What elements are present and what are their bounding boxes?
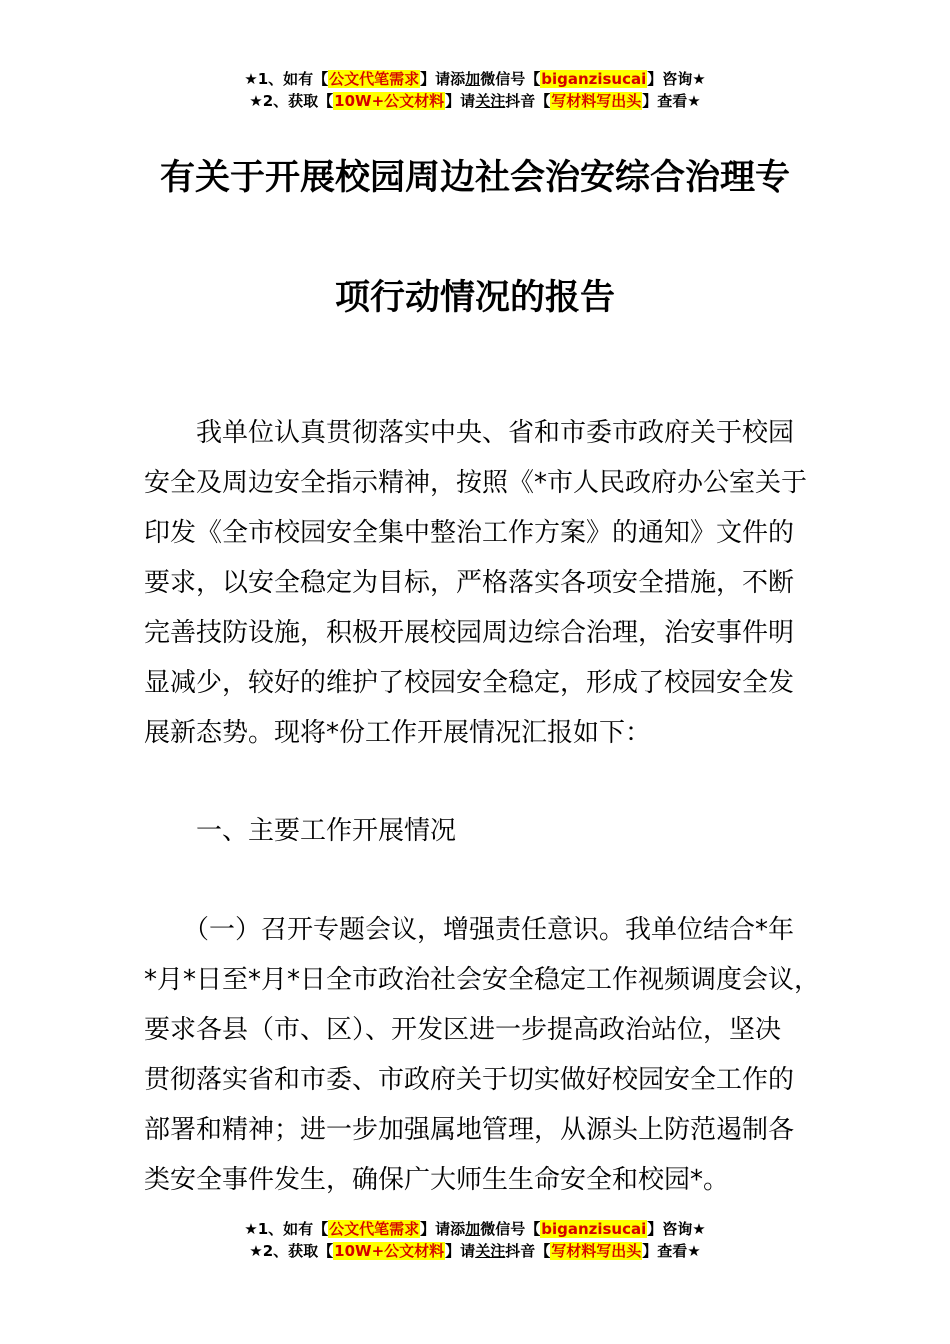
text-line: 展新态势。现将*份工作开展情况汇报如下： — [144, 718, 652, 748]
banner-text: 】查看 — [642, 92, 688, 110]
star-icon: ★ — [244, 70, 258, 88]
text-line: 贯彻落实省和市委、市政府关于切实做好校园安全工作的 — [144, 1065, 795, 1095]
text-line: 显减少，较好的维护了校园安全稳定，形成了校园安全发 — [144, 668, 795, 698]
star-icon: ★ — [244, 1220, 258, 1238]
banner-underlined: 加 — [465, 1220, 481, 1238]
banner-text: 2、获取【 — [262, 1242, 334, 1260]
banner-text: 1、如有【 — [257, 1220, 329, 1238]
text-line: *月*日至*月*日全市政治社会安全稳定工作视频调度会议， — [144, 965, 821, 995]
banner-text: 2、获取【 — [262, 92, 334, 110]
document-title-line-2: 项行动情况的报告 — [334, 278, 615, 318]
section-heading — [144, 806, 844, 856]
banner-text: 抖音【 — [505, 92, 551, 110]
banner-line-2 — [0, 90, 950, 112]
banner-text: 】请 — [445, 1242, 476, 1260]
banner-line-2 — [0, 1240, 950, 1262]
text-line: 印发《全市校园安全集中整治工作方案》的通知》文件的 — [144, 518, 795, 548]
highlight-service: 公文代笔需求 — [329, 70, 420, 88]
header-banner — [0, 68, 950, 112]
document-title-line-1: 有关于开展校园周边社会治安综合治理专 — [159, 158, 790, 198]
banner-line-1 — [0, 68, 950, 90]
banner-line-1 — [0, 1218, 950, 1240]
section-heading-text: 一、主要工作开展情况 — [144, 816, 457, 846]
text-line: 部署和精神；进一步加强属地管理，从源头上防范遏制各 — [144, 1115, 795, 1145]
banner-text: 】请 — [445, 92, 476, 110]
banner-text: 微信号【 — [480, 70, 541, 88]
highlight-douyin-id: 写材料写出头 — [551, 92, 642, 110]
banner-text: 微信号【 — [480, 1220, 541, 1238]
star-icon: ★ — [687, 1242, 701, 1260]
highlight-materials: 10W+公文材料 — [334, 1242, 445, 1260]
banner-underlined: 关注 — [475, 92, 506, 110]
star-icon: ★ — [692, 70, 706, 88]
highlight-materials: 10W+公文材料 — [334, 92, 445, 110]
text-line: 安全及周边安全指示精神，按照《*市人民政府办公室关于 — [144, 468, 808, 498]
banner-underlined: 加 — [465, 70, 481, 88]
text-line: （一）召开专题会议，增强责任意识。我单位结合*年 — [144, 915, 795, 945]
footer-banner — [0, 1218, 950, 1262]
banner-text: 抖音【 — [505, 1242, 551, 1260]
text-line: 要求，以安全稳定为目标，严格落实各项安全措施，不断 — [144, 568, 795, 598]
star-icon: ★ — [249, 1242, 263, 1260]
star-icon: ★ — [249, 92, 263, 110]
star-icon: ★ — [687, 92, 701, 110]
highlight-wechat-id: biganzisucai — [541, 70, 647, 88]
section-paragraph — [144, 905, 844, 1205]
text-line: 类安全事件发生，确保广大师生生命安全和校园*。 — [144, 1165, 730, 1195]
intro-paragraph — [144, 408, 844, 758]
banner-text: 】咨询 — [647, 1220, 693, 1238]
text-line: 我单位认真贯彻落实中央、省和市委市政府关于校园 — [144, 418, 795, 448]
highlight-service: 公文代笔需求 — [329, 1220, 420, 1238]
highlight-douyin-id: 写材料写出头 — [551, 1242, 642, 1260]
banner-underlined: 关注 — [475, 1242, 506, 1260]
banner-text: 】咨询 — [647, 70, 693, 88]
banner-text: 】请添 — [420, 1220, 466, 1238]
banner-text: 】查看 — [642, 1242, 688, 1260]
star-icon: ★ — [692, 1220, 706, 1238]
text-line: 要求各县（市、区）、开发区进一步提高政治站位，坚决 — [144, 1015, 782, 1045]
highlight-wechat-id: biganzisucai — [541, 1220, 647, 1238]
text-line: 完善技防设施，积极开展校园周边综合治理，治安事件明 — [144, 618, 795, 648]
banner-text: 】请添 — [420, 70, 466, 88]
banner-text: 1、如有【 — [257, 70, 329, 88]
